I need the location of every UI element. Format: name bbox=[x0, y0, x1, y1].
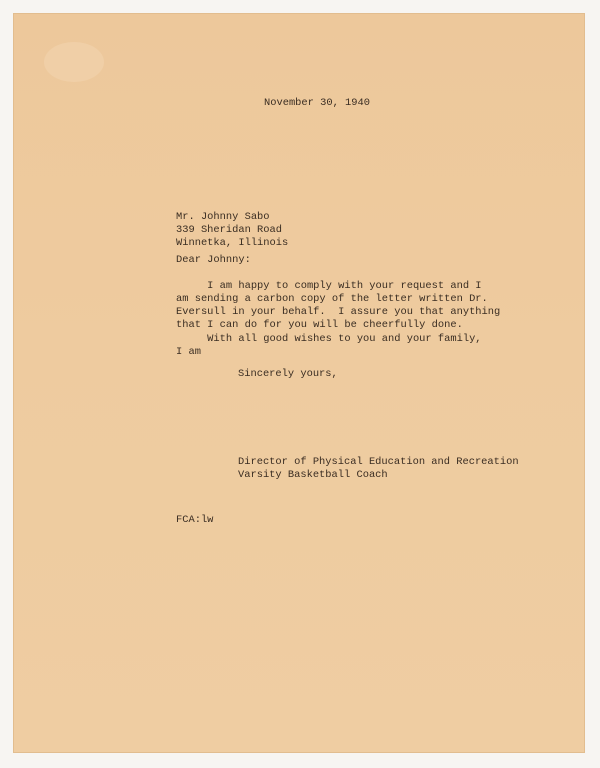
body-line: I am happy to comply with your request and I bbox=[176, 280, 482, 292]
valediction: Sincerely yours, bbox=[238, 368, 338, 380]
signature-position: Varsity Basketball Coach bbox=[238, 469, 388, 481]
closing-line: I am bbox=[176, 346, 201, 358]
body-line: am sending a carbon copy of the letter written Dr. bbox=[176, 293, 488, 305]
closing-line: With all good wishes to you and your family, bbox=[176, 333, 482, 345]
paper-stain bbox=[44, 42, 104, 82]
body-paragraph bbox=[176, 280, 500, 332]
recipient-street: 339 Sheridan Road bbox=[176, 224, 283, 236]
body-line: Eversull in your behalf. I assure you that anything bbox=[176, 306, 501, 318]
recipient-name: Mr. Johnny Sabo bbox=[176, 211, 270, 223]
salutation: Dear Johnny: bbox=[176, 254, 251, 266]
signature-block bbox=[238, 456, 519, 482]
closing-paragraph bbox=[176, 333, 482, 359]
body-line: that I can do for you will be cheerfully done. bbox=[176, 319, 463, 331]
recipient-city: Winnetka, Illinois bbox=[176, 237, 289, 249]
letter-date: November 30, 1940 bbox=[264, 97, 371, 109]
letter-page bbox=[14, 14, 584, 752]
recipient-address bbox=[176, 211, 288, 250]
reference-initials: FCA:lw bbox=[176, 514, 214, 526]
signature-title: Director of Physical Education and Recreation bbox=[238, 456, 519, 468]
